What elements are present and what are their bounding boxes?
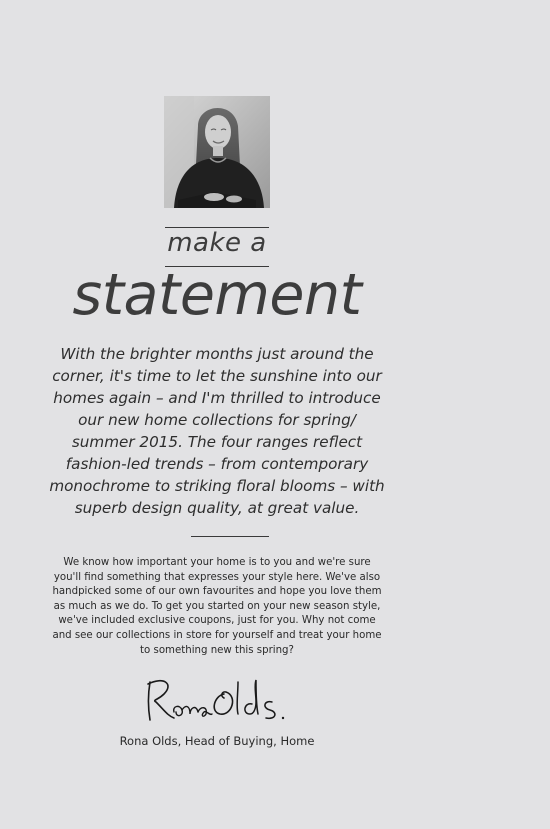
- author-portrait-photo: [164, 96, 270, 208]
- body-paragraph: We know how important your home is to you and we're sure you'll find something that expresses your style here. We've also handpicked some of our own favourites and hope you love them as much as we do. To get you started on your new season style, we've included exclusive coupons, just for you. Why not come and see our collections in store for yourself and treat your home to something new this spring?: [52, 557, 382, 656]
- portrait-image: [164, 96, 270, 208]
- heading-statement: statement: [72, 262, 362, 328]
- section-divider: [191, 536, 269, 537]
- intro-paragraph: With the brighter months just around the corner, it's time to let the sunshine into our homes again – and I'm thrilled to introduce our new home collections for spring/ summer 2015. The four ranges reflect fashion-led trends – from contemporary monochrome to striking floral blooms – with superb design quality, at great value.: [49, 345, 385, 517]
- heading-make-a: make a: [167, 228, 267, 258]
- handwritten-signature: [140, 672, 300, 728]
- signature-caption: Rona Olds, Head of Buying, Home: [119, 734, 315, 748]
